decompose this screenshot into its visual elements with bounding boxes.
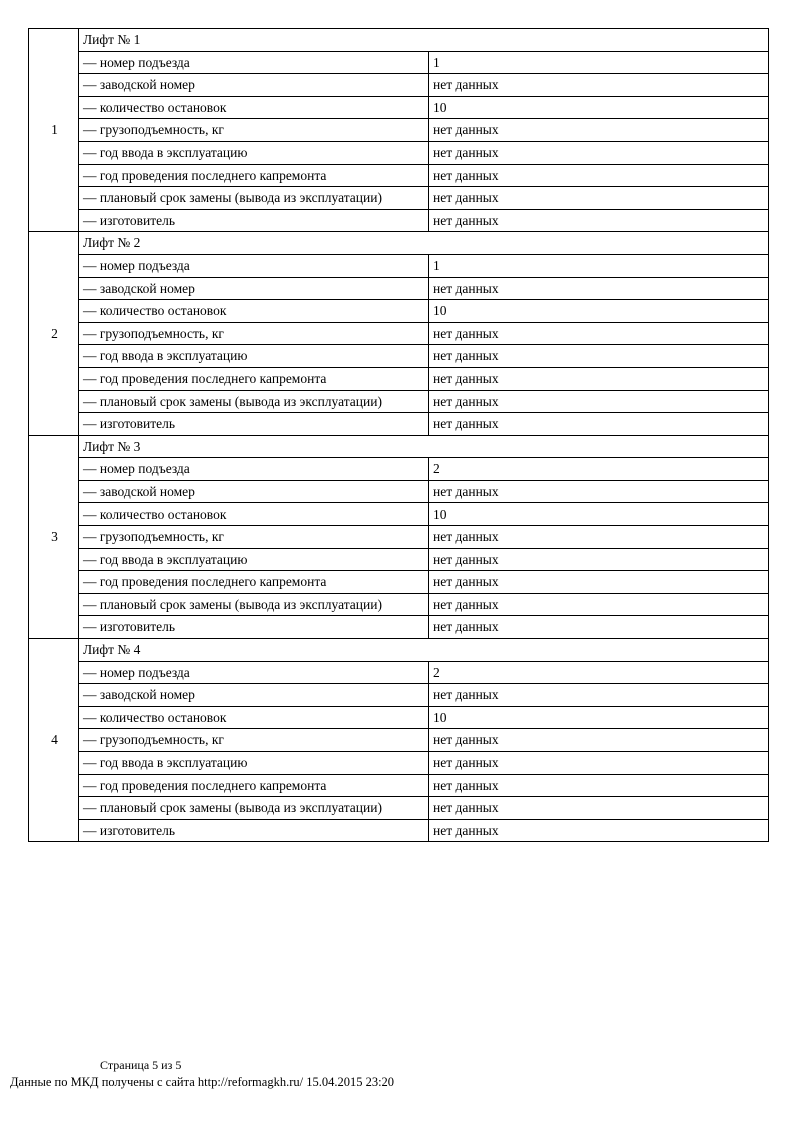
data-source-note: Данные по МКД получены с сайта http://reformagkh.ru/ 15.04.2015 23:20	[10, 1075, 395, 1089]
param-value: нет данных	[429, 209, 769, 232]
param-value: 10	[429, 96, 769, 119]
lift-param-row	[29, 593, 769, 616]
param-label: — изготовитель	[79, 413, 429, 436]
param-label: — изготовитель	[79, 819, 429, 842]
lift-param-row	[29, 706, 769, 729]
param-label: — плановый срок замены (вывода из эксплуатации)	[79, 593, 429, 616]
param-value: 1	[429, 254, 769, 277]
param-value: нет данных	[429, 729, 769, 752]
param-value: 2	[429, 661, 769, 684]
param-label: — заводской номер	[79, 684, 429, 707]
lift-param-row	[29, 209, 769, 232]
lift-title: Лифт № 1	[79, 29, 769, 52]
param-label: — плановый срок замены (вывода из эксплуатации)	[79, 390, 429, 413]
param-value: нет данных	[429, 390, 769, 413]
param-label: — номер подъезда	[79, 254, 429, 277]
param-value: нет данных	[429, 571, 769, 594]
param-label: — грузоподъемность, кг	[79, 322, 429, 345]
lift-block-index: 4	[29, 639, 79, 842]
lift-block-index: 1	[29, 29, 79, 232]
param-label: — грузоподъемность, кг	[79, 729, 429, 752]
page-number: Страница 5 из 5	[100, 1058, 182, 1072]
lift-param-row	[29, 458, 769, 481]
param-value: нет данных	[429, 616, 769, 639]
lift-param-row	[29, 797, 769, 820]
param-value: нет данных	[429, 164, 769, 187]
param-label: — год проведения последнего капремонта	[79, 571, 429, 594]
lift-param-row	[29, 616, 769, 639]
param-value: 10	[429, 706, 769, 729]
param-label: — плановый срок замены (вывода из эксплуатации)	[79, 187, 429, 210]
param-value: нет данных	[429, 187, 769, 210]
param-label: — грузоподъемность, кг	[79, 526, 429, 549]
param-label: — плановый срок замены (вывода из эксплуатации)	[79, 797, 429, 820]
param-label: — год ввода в эксплуатацию	[79, 345, 429, 368]
param-label: — год проведения последнего капремонта	[79, 164, 429, 187]
param-value: нет данных	[429, 141, 769, 164]
param-value: нет данных	[429, 752, 769, 775]
param-value: нет данных	[429, 277, 769, 300]
lift-param-row	[29, 390, 769, 413]
lifts-table	[28, 28, 769, 842]
param-label: — год ввода в эксплуатацию	[79, 752, 429, 775]
param-label: — изготовитель	[79, 209, 429, 232]
param-value: нет данных	[429, 367, 769, 390]
param-value: нет данных	[429, 548, 769, 571]
lift-param-row	[29, 367, 769, 390]
lift-param-row	[29, 254, 769, 277]
param-label: — год проведения последнего капремонта	[79, 774, 429, 797]
lift-block-title-row	[29, 29, 769, 52]
lift-param-row	[29, 571, 769, 594]
param-value: нет данных	[429, 74, 769, 97]
lift-block-title-row	[29, 639, 769, 662]
lift-param-row	[29, 345, 769, 368]
lift-param-row	[29, 413, 769, 436]
lift-param-row	[29, 119, 769, 142]
lift-param-row	[29, 503, 769, 526]
lift-param-row	[29, 277, 769, 300]
lift-param-row	[29, 74, 769, 97]
param-value: нет данных	[429, 322, 769, 345]
param-value: нет данных	[429, 413, 769, 436]
param-value: 10	[429, 300, 769, 323]
lift-param-row	[29, 526, 769, 549]
lift-param-row	[29, 661, 769, 684]
param-label: — грузоподъемность, кг	[79, 119, 429, 142]
param-label: — год ввода в эксплуатацию	[79, 141, 429, 164]
lift-param-row	[29, 752, 769, 775]
param-label: — количество остановок	[79, 503, 429, 526]
param-label: — количество остановок	[79, 706, 429, 729]
param-value: 10	[429, 503, 769, 526]
param-label: — номер подъезда	[79, 661, 429, 684]
lift-title: Лифт № 2	[79, 232, 769, 255]
lift-title: Лифт № 3	[79, 435, 769, 458]
lift-block-index: 3	[29, 435, 79, 638]
param-value: нет данных	[429, 593, 769, 616]
param-value: нет данных	[429, 526, 769, 549]
lift-title: Лифт № 4	[79, 639, 769, 662]
lift-param-row	[29, 480, 769, 503]
lift-param-row	[29, 774, 769, 797]
param-label: — заводской номер	[79, 74, 429, 97]
lift-param-row	[29, 684, 769, 707]
lift-param-row	[29, 729, 769, 752]
param-value: нет данных	[429, 684, 769, 707]
param-label: — изготовитель	[79, 616, 429, 639]
param-label: — номер подъезда	[79, 51, 429, 74]
param-label: — количество остановок	[79, 96, 429, 119]
param-label: — год проведения последнего капремонта	[79, 367, 429, 390]
lift-param-row	[29, 187, 769, 210]
lift-param-row	[29, 51, 769, 74]
param-value: нет данных	[429, 119, 769, 142]
param-label: — номер подъезда	[79, 458, 429, 481]
param-label: — заводской номер	[79, 277, 429, 300]
param-value: нет данных	[429, 797, 769, 820]
lift-block-title-row	[29, 435, 769, 458]
lift-param-row	[29, 322, 769, 345]
lift-param-row	[29, 141, 769, 164]
lift-block-index: 2	[29, 232, 79, 435]
lift-param-row	[29, 548, 769, 571]
param-label: — год ввода в эксплуатацию	[79, 548, 429, 571]
lift-param-row	[29, 300, 769, 323]
param-value: нет данных	[429, 480, 769, 503]
lift-block-title-row	[29, 232, 769, 255]
param-value: 1	[429, 51, 769, 74]
param-label: — количество остановок	[79, 300, 429, 323]
param-value: нет данных	[429, 819, 769, 842]
param-value: 2	[429, 458, 769, 481]
lift-param-row	[29, 96, 769, 119]
param-value: нет данных	[429, 774, 769, 797]
lift-param-row	[29, 819, 769, 842]
param-label: — заводской номер	[79, 480, 429, 503]
lift-param-row	[29, 164, 769, 187]
param-value: нет данных	[429, 345, 769, 368]
